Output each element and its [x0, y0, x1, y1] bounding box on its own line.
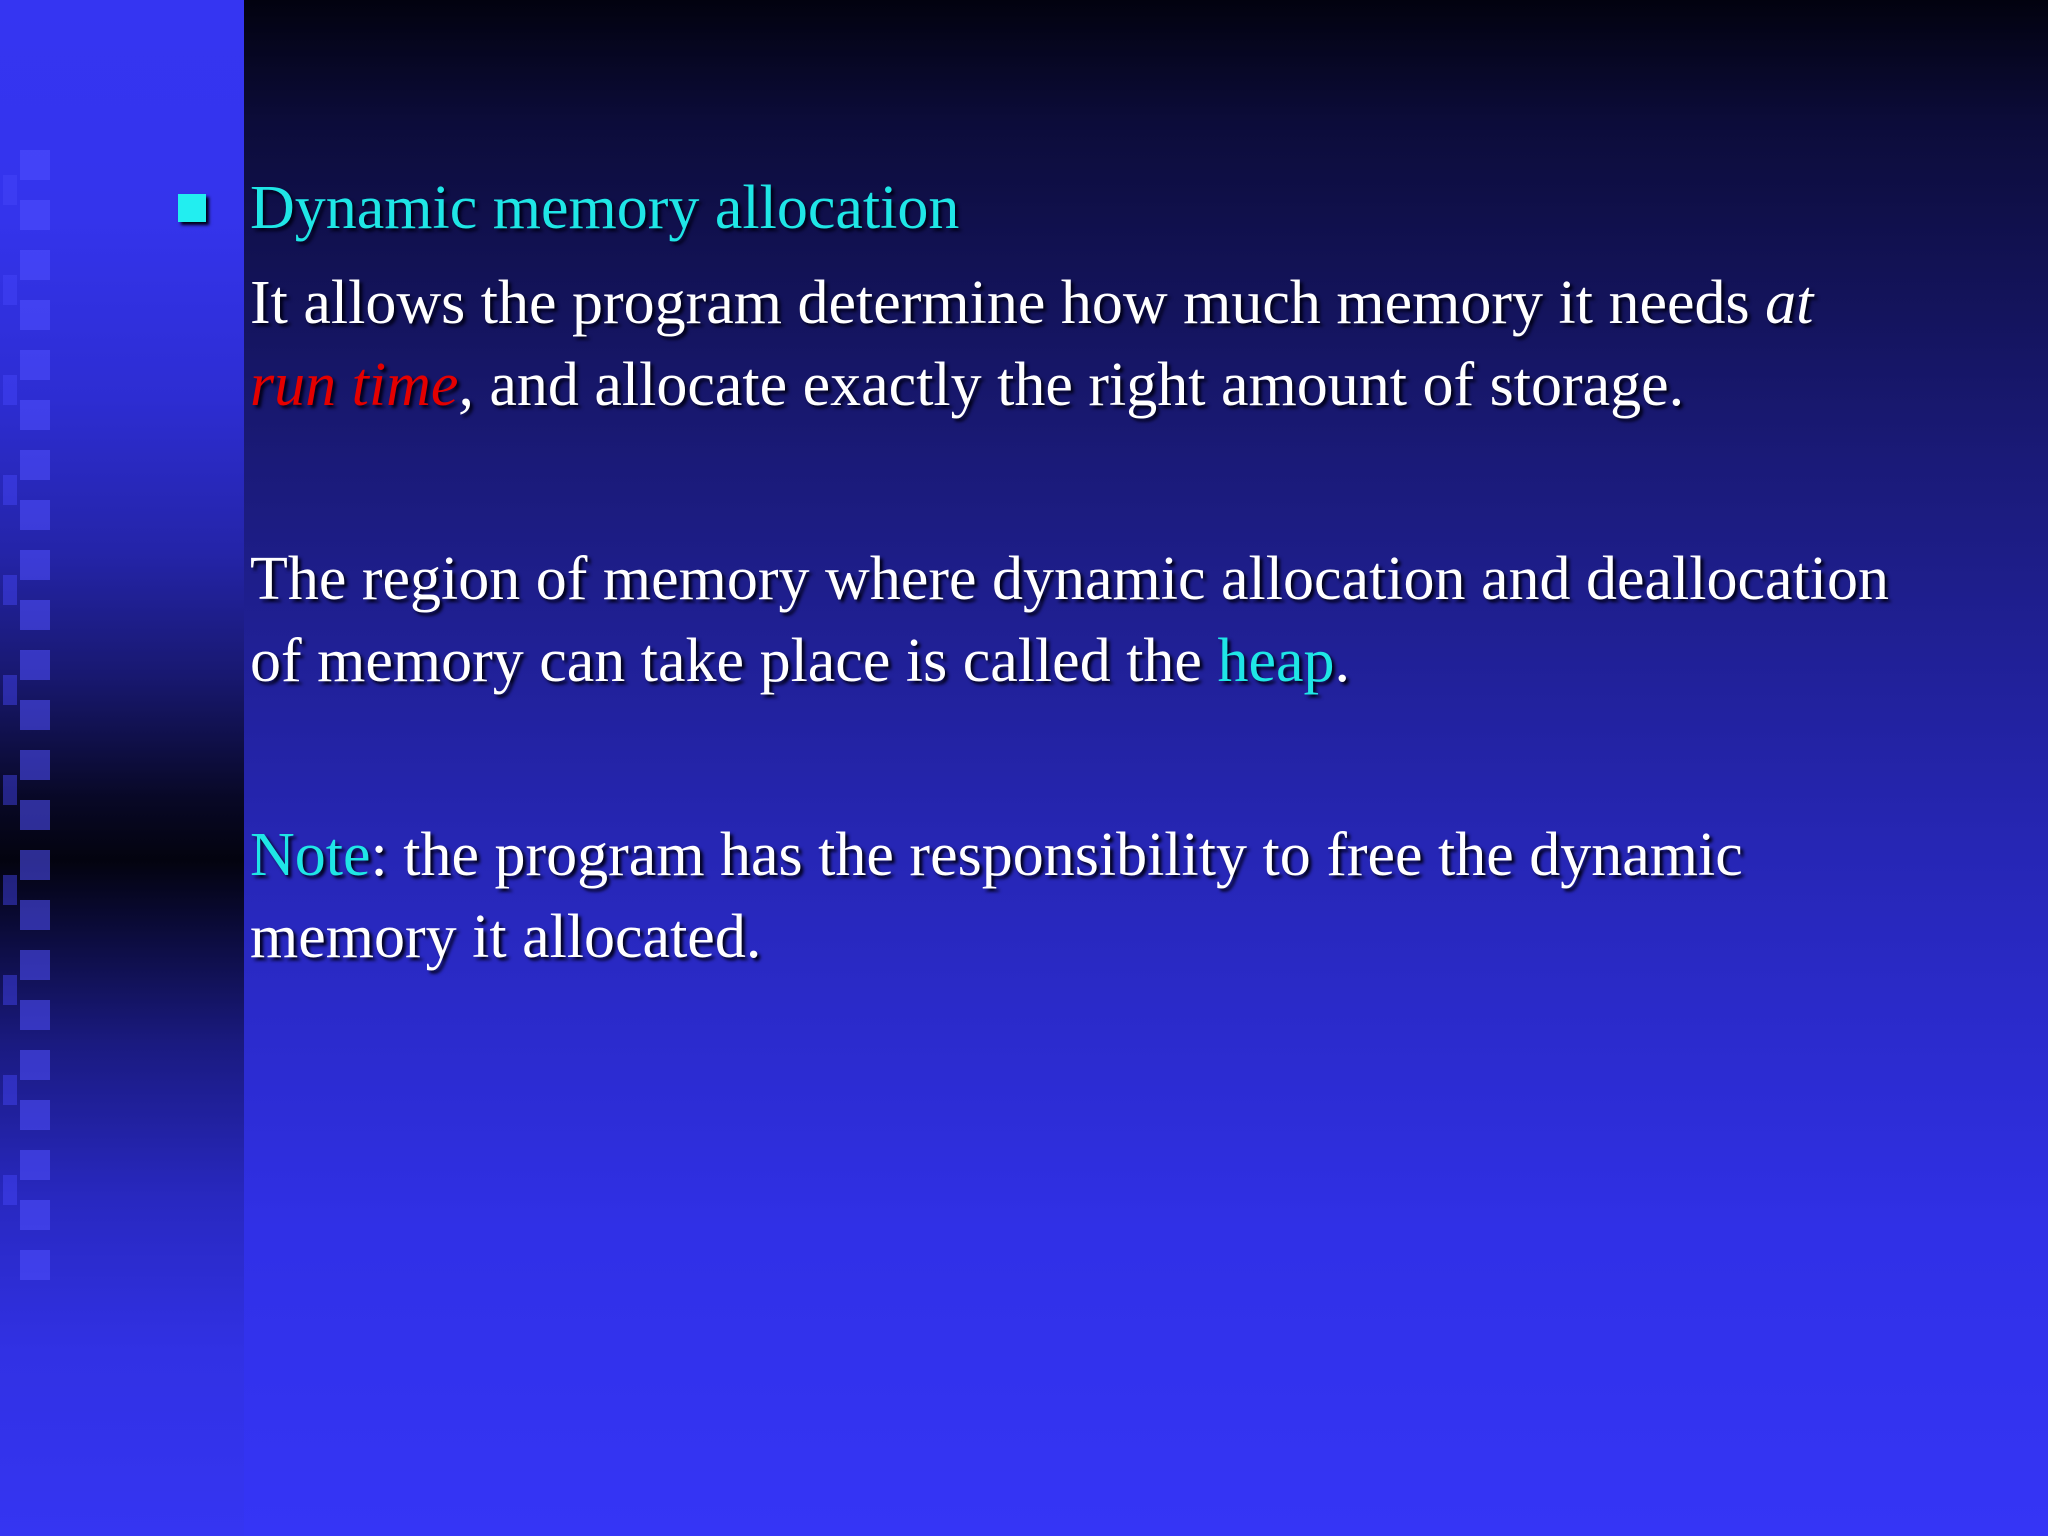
decorative-sidebar: [0, 0, 244, 1536]
sidebar-square: [3, 1075, 17, 1105]
sidebar-square: [20, 1250, 50, 1280]
sidebar-square: [3, 1175, 17, 1205]
sidebar-square: [3, 675, 17, 705]
run-time-emphasis: run time: [250, 351, 459, 419]
sidebar-square: [3, 275, 17, 305]
heap-term: heap: [1217, 627, 1335, 695]
paragraph-note: [250, 814, 1890, 978]
sidebar-square: [20, 600, 50, 630]
sidebar-square: [20, 300, 50, 330]
heap-period: .: [1334, 627, 1350, 695]
definition-text: It allows the program determine how much memory it needs: [250, 269, 1766, 337]
sidebar-square: [3, 375, 17, 405]
sidebar-square: [20, 250, 50, 280]
sidebar-square: [20, 200, 50, 230]
paragraph-definition: [250, 262, 1890, 426]
sidebar-square: [3, 475, 17, 505]
sidebar-square: [20, 1000, 50, 1030]
note-text: : the program has the responsibility to free the dynamic memory it allocated.: [250, 821, 1743, 971]
sidebar-square: [20, 400, 50, 430]
sidebar-square: [20, 350, 50, 380]
comma-text: ,: [458, 351, 474, 419]
definition-text-rest: and allocate exactly the right amount of storage.: [473, 351, 1685, 419]
heap-description: The region of memory where dynamic allocation and deallocation of memory can take place is called the: [250, 545, 1889, 695]
sidebar-square: [20, 650, 50, 680]
sidebar-square: [20, 450, 50, 480]
sidebar-square: [20, 950, 50, 980]
sidebar-square: [3, 975, 17, 1005]
sidebar-square: [20, 500, 50, 530]
note-label: Note: [250, 821, 371, 889]
sidebar-square: [3, 575, 17, 605]
bullet-heading: [250, 168, 1890, 248]
sidebar-square: [20, 800, 50, 830]
sidebar-square: [20, 550, 50, 580]
slide-content: [250, 168, 1890, 978]
heading-text: Dynamic memory allocation: [250, 174, 960, 242]
sidebar-square: [20, 1100, 50, 1130]
sidebar-square: [20, 700, 50, 730]
sidebar-square: [3, 875, 17, 905]
sidebar-square: [3, 175, 17, 205]
at-text: at: [1765, 269, 1814, 337]
square-bullet-icon: [178, 194, 206, 222]
paragraph-heap: [250, 538, 1890, 702]
sidebar-square: [20, 900, 50, 930]
sidebar-square: [20, 1050, 50, 1080]
sidebar-square: [20, 150, 50, 180]
sidebar-square: [20, 1150, 50, 1180]
sidebar-square: [3, 775, 17, 805]
sidebar-square: [20, 1200, 50, 1230]
sidebar-square: [20, 750, 50, 780]
sidebar-square: [20, 850, 50, 880]
